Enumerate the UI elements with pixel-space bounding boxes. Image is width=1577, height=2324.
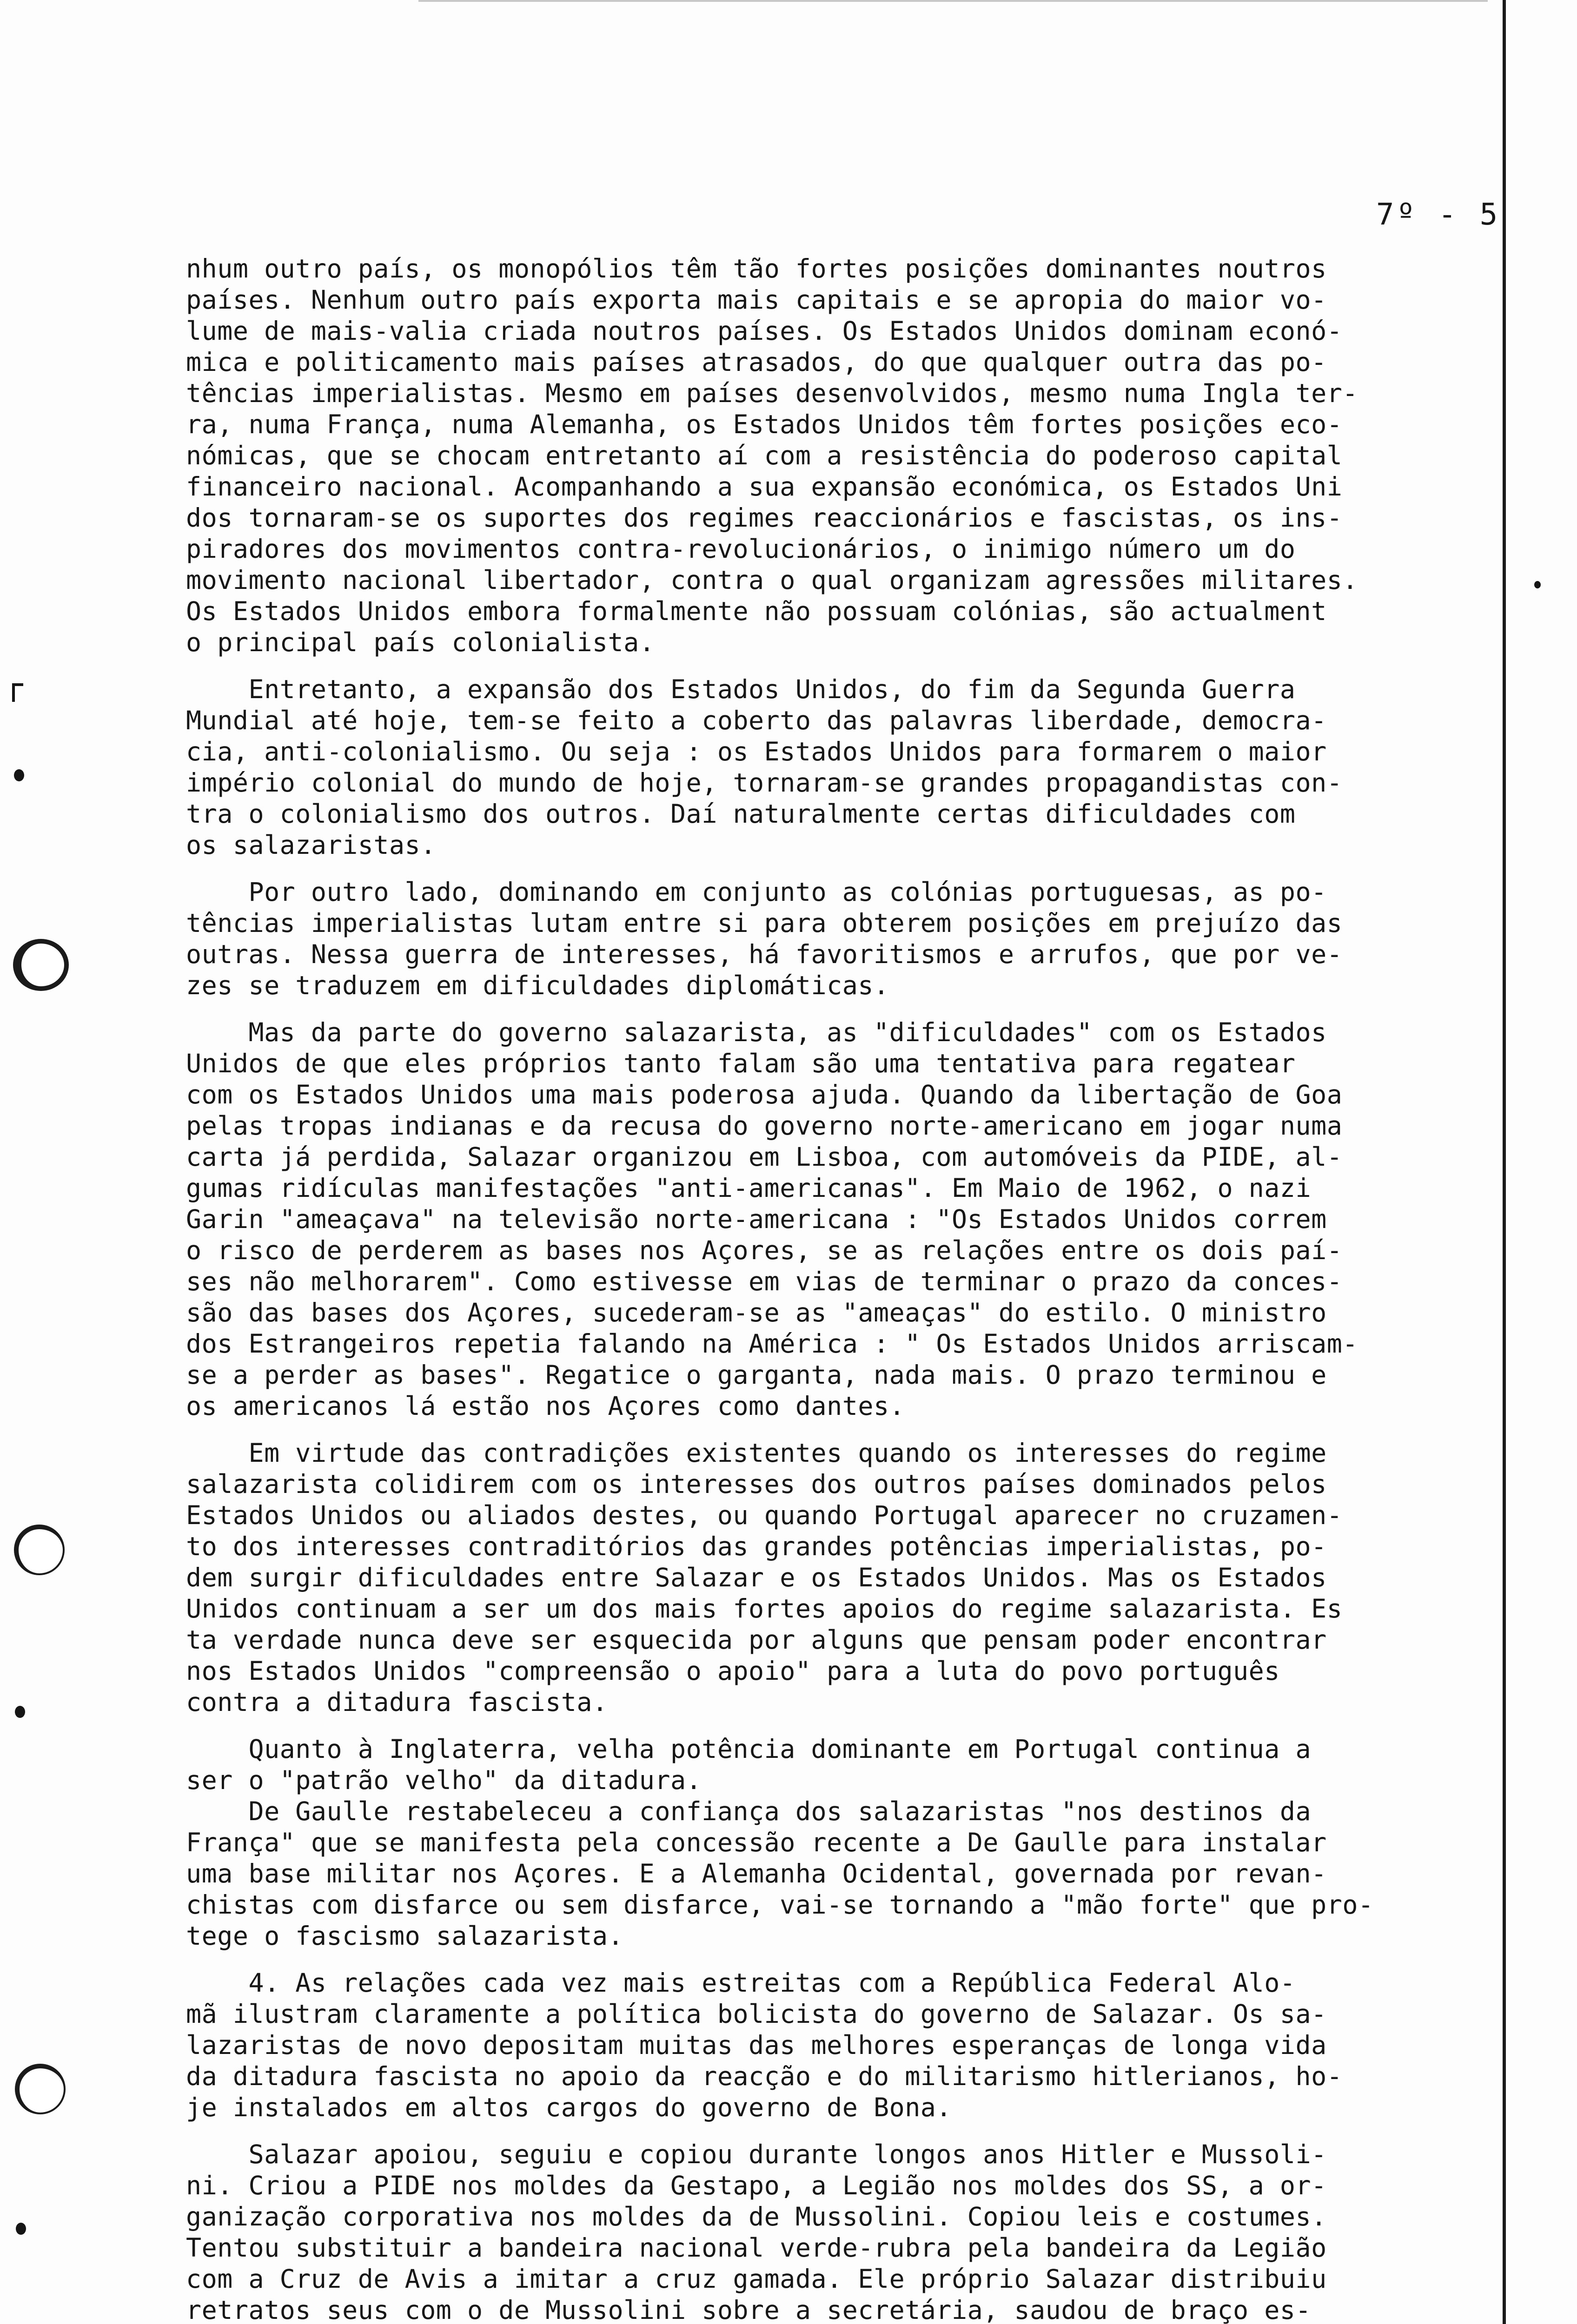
paragraph [186,2139,1502,2324]
text-line: ni. Criou a PIDE nos moldes da Gestapo, a Legião nos moldes dos SS, a or- [186,2171,1327,2200]
paragraph [186,253,1502,658]
text-line: cia, anti-colonialismo. Ou seja : os Estados Unidos para formarem o maior [186,737,1327,766]
text-line: com os Estados Unidos uma mais poderosa ajuda. Quando da libertação de Goa [186,1080,1343,1109]
punch-hole [14,1525,65,1575]
typed-text-body [186,253,1502,2324]
text-line: contra a ditadura fascista. [186,1687,608,1717]
text-line: gumas ridículas manifestações "anti-americanas". Em Maio de 1962, o nazi [186,1173,1312,1203]
paragraph-gap [186,1952,1502,1967]
text-line: Por outro lado, dominando em conjunto as colónias portuguesas, as po- [186,877,1327,907]
text-line: Quanto à Inglaterra, velha potência dominante em Portugal continua a [186,1734,1312,1764]
text-line: império colonial do mundo de hoje, tornaram-se grandes propagandistas con- [186,768,1343,798]
text-line: movimento nacional libertador, contra o qual organizam agressões militares. [186,565,1358,595]
text-line: piradores dos movimentos contra-revolucionários, o inimigo número um do [186,534,1296,564]
text-line: ganização corporativa nos moldes da de Mussolini. Copiou leis e costumes. [186,2202,1327,2232]
text-line: Estados Unidos ou aliados destes, ou quando Portugal aparecer no cruzamen- [186,1500,1343,1530]
paragraph [186,1017,1502,1422]
text-line: chistas com disfarce ou sem disfarce, vai-se tornando a "mão forte" que pro- [186,1890,1374,1920]
margin-dot [14,769,24,781]
text-line: salazarista colidirem com os interesses dos outros países dominados pelos [186,1469,1327,1499]
punch-hole [13,939,69,991]
text-line: ses não melhorarem". Como estivesse em vias de terminar o prazo da conces- [186,1267,1343,1296]
text-line: dos Estrangeiros repetia falando na América : " Os Estados Unidos arriscam- [186,1329,1358,1359]
text-line: ta verdade nunca deve ser esquecida por alguns que pensam poder encontrar [186,1625,1327,1655]
text-line: lume de mais-valia criada noutros países. Os Estados Unidos dominam econó- [186,316,1343,346]
text-line: retratos seus com o de Mussolini sobre a secretária, saudou de braço es- [186,2295,1312,2324]
text-line: França" que se manifesta pela concessão recente a De Gaulle para instalar [186,1828,1327,1857]
text-line: financeiro nacional. Acompanhando a sua expansão económica, os Estados Uni [186,472,1343,502]
text-line: o risco de perderem as bases nos Açores, se as relações entre os dois paí- [186,1235,1343,1265]
paragraph-gap [186,1422,1502,1438]
text-line: são das bases dos Açores, sucederam-se as "ameaças" do estilo. O ministro [186,1298,1327,1327]
right-margin-rule [1503,0,1506,2324]
top-edge-smudge [418,0,1488,2]
text-line: nos Estados Unidos "compreensão o apoio" para a luta do povo português [186,1656,1280,1686]
paragraph [186,1734,1502,1952]
text-line: De Gaulle restabeleceu a confiança dos salazaristas "nos destinos da [186,1796,1312,1826]
text-line: 4. As relações cada vez mais estreitas com a República Federal Alo- [186,1968,1296,1998]
paragraph [186,877,1502,1001]
text-line: com a Cruz de Avis a imitar a cruz gamada. Ele próprio Salazar distribuiu [186,2264,1327,2294]
paragraph-gap [186,861,1502,877]
text-line: Os Estados Unidos embora formalmente não possuam colónias, são actualment [186,596,1327,626]
page-number: 7º - 5 [1376,198,1501,232]
text-line: pelas tropas indianas e da recusa do governo norte-americano em jogar numa [186,1111,1343,1141]
text-line: Entretanto, a expansão dos Estados Unidos, do fim da Segunda Guerra [186,674,1296,704]
text-line: tege o fascismo salazarista. [186,1921,624,1951]
text-line: da ditadura fascista no apoio da reacção e do militarismo hitlerianos, ho- [186,2061,1343,2091]
text-line: carta já perdida, Salazar organizou em Lisboa, com automóveis da PIDE, al- [186,1142,1343,1172]
margin-tick-mark [12,683,23,702]
text-line: Mundial até hoje, tem-se feito a coberto das palavras liberdade, democra- [186,706,1327,735]
text-line: to dos interesses contraditórios das grandes potências imperialistas, po- [186,1532,1327,1561]
text-line: se a perder as bases". Regatice o garganta, nada mais. O prazo terminou e [186,1360,1327,1390]
paragraph [186,674,1502,861]
margin-dot [1534,581,1541,588]
text-line: uma base militar nos Açores. E a Alemanha Ocidental, governada por revan- [186,1859,1327,1888]
text-line: mica e politicamento mais países atrasados, do que qualquer outra das po- [186,347,1327,377]
text-line: tências imperialistas lutam entre si para obterem posições em prejuízo das [186,908,1343,938]
text-line: os salazaristas. [186,830,436,860]
text-line: Em virtude das contradições existentes quando os interesses do regime [186,1438,1327,1468]
paragraph [186,1967,1502,2123]
text-line: tências imperialistas. Mesmo em países desenvolvidos, mesmo numa Ingla ter- [186,378,1358,408]
text-line: o principal país colonialista. [186,627,655,657]
text-line: nómicas, que se chocam entretanto aí com a resistência do poderoso capital [186,441,1343,470]
paragraph [186,1438,1502,1718]
text-line: je instalados em altos cargos do governo de Bona. [186,2093,952,2122]
text-line: ra, numa França, numa Alemanha, os Estados Unidos têm fortes posições eco- [186,409,1343,439]
text-line: mã ilustram claramente a política bolicista do governo de Salazar. Os sa- [186,1999,1327,2029]
text-line: tra o colonialismo dos outros. Daí naturalmente certas dificuldades com [186,799,1296,829]
text-line: lazaristas de novo depositam muitas das melhores esperanças de longa vida [186,2030,1327,2060]
text-line: outras. Nessa guerra de interesses, há favoritismos e arrufos, que por ve- [186,939,1343,969]
text-line: Unidos continuam a ser um dos mais fortes apoios do regime salazarista. Es [186,1594,1343,1624]
paragraph-gap [186,658,1502,674]
paragraph-gap [186,2123,1502,2139]
text-line: dem surgir dificuldades entre Salazar e os Estados Unidos. Mas os Estados [186,1563,1327,1592]
text-line: zes se traduzem em dificuldades diplomáticas. [186,971,889,1000]
text-line: ser o "patrão velho" da ditadura. [186,1765,702,1795]
text-line: Garin "ameaçava" na televisão norte-americana : "Os Estados Unidos correm [186,1204,1327,1234]
text-line: Tentou substituir a bandeira nacional verde-rubra pela bandeira da Legião [186,2233,1327,2263]
text-line: os americanos lá estão nos Açores como dantes. [186,1391,905,1421]
text-line: nhum outro país, os monopólios têm tão fortes posições dominantes noutros [186,254,1327,284]
text-line: dos tornaram-se os suportes dos regimes reaccionários e fascistas, os ins- [186,503,1343,533]
margin-dot [15,1706,25,1718]
paragraph-gap [186,1001,1502,1017]
punch-hole [15,2064,66,2114]
paragraph-gap [186,1718,1502,1734]
text-line: Unidos de que eles próprios tanto falam são uma tentativa para regatear [186,1049,1296,1078]
text-line: países. Nenhum outro país exporta mais capitais e se apropia do maior vo- [186,285,1327,315]
margin-dot [16,2223,26,2235]
text-line: Mas da parte do governo salazarista, as "dificuldades" com os Estados [186,1017,1327,1047]
text-line: Salazar apoiou, seguiu e copiou durante longos anos Hitler e Mussoli- [186,2139,1327,2169]
